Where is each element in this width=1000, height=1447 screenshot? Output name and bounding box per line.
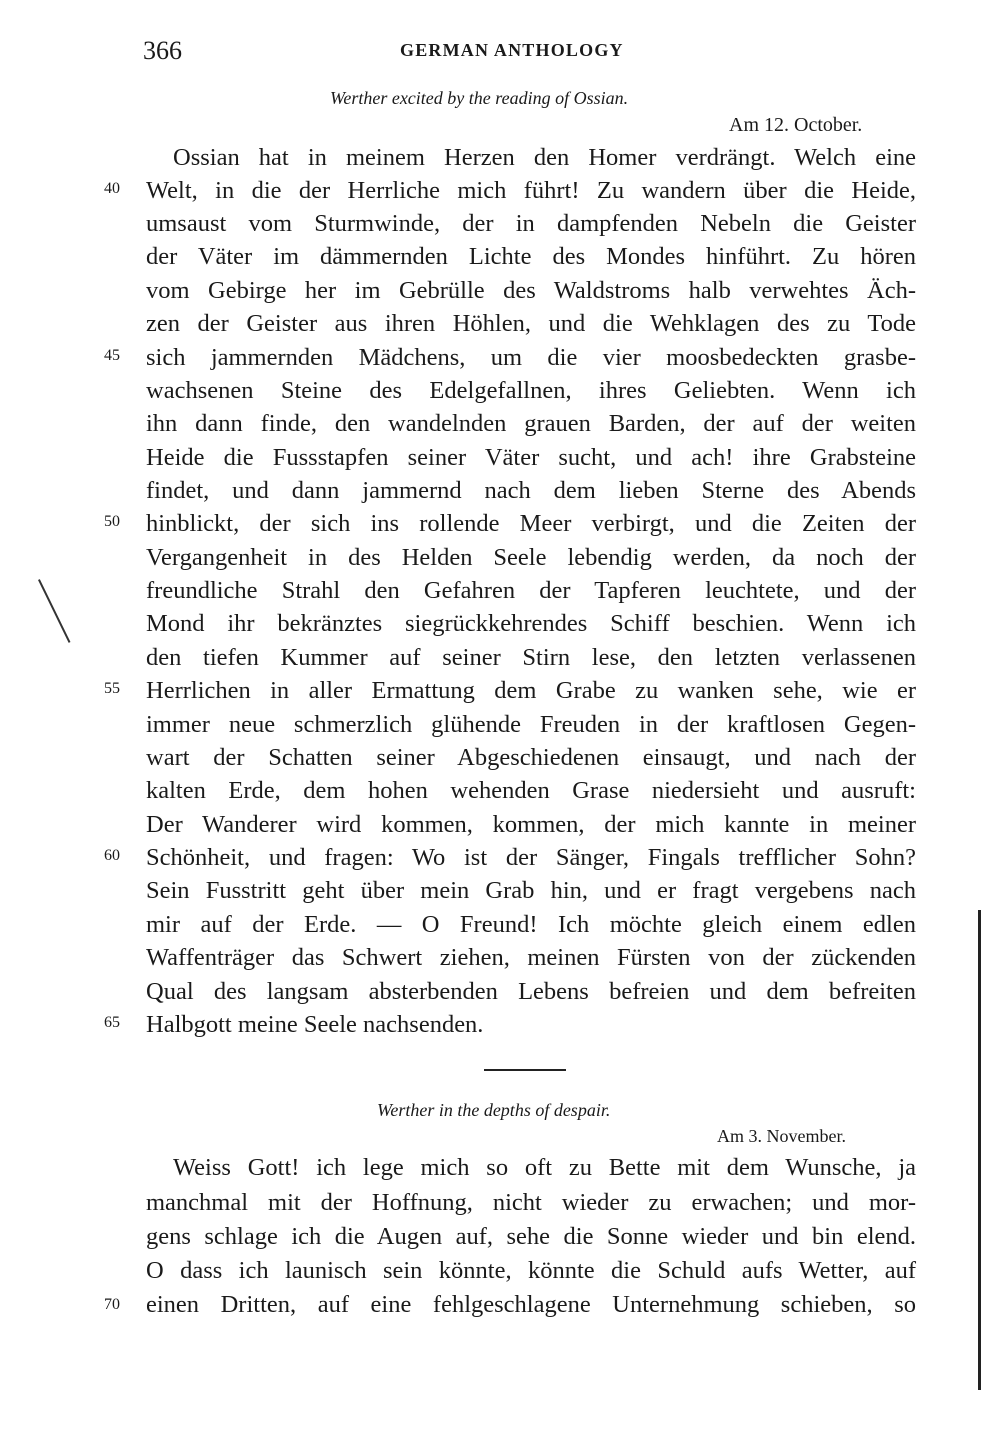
text-line: Qual des langsam absterbenden Lebens befreien und dem befreiten (146, 978, 916, 1005)
text-line: wart der Schatten seiner Abgeschiedenen einsaugt, und nach der (146, 744, 916, 771)
line-number: 45 (104, 347, 120, 364)
text-line: einen Dritten, auf eine fehlgeschlagene Unternehmung schieben, so (146, 1291, 916, 1318)
line-number: 60 (104, 847, 120, 864)
page-number: 366 (143, 36, 182, 65)
line-number: 40 (104, 180, 120, 197)
dateline: Am 3. November. (717, 1126, 846, 1146)
dateline: Am 12. October. (729, 114, 863, 136)
text-line: immer neue schmerzlich glühende Freuden in der kraftlosen Gegen- (146, 711, 916, 738)
text-line: hinblickt, der sich ins rollende Meer verbirgt, und die Zeiten der (146, 510, 916, 537)
text-line: freundliche Strahl den Gefahren der Tapferen leuchtete, und der (146, 577, 916, 604)
text-line: umsaust vom Sturmwinde, der in dampfenden Nebeln die Geister (146, 210, 916, 237)
text-line: sich jammernden Mädchens, um die vier moosbedeckten grasbe- (146, 344, 916, 371)
text-line: gens schlage ich die Augen auf, sehe die Sonne wieder und bin elend. (146, 1223, 916, 1250)
line-number: 65 (104, 1014, 120, 1031)
section-title: Werther in the depths of despair. (377, 1100, 611, 1120)
running-header: GERMAN ANTHOLOGY (400, 40, 624, 60)
text-line: Weiss Gott! ich lege mich so oft zu Bette mit dem Wunsche, ja (173, 1154, 916, 1181)
text-line: Schönheit, und fragen: Wo ist der Sänger, Fingals trefflicher Sohn? (146, 844, 916, 871)
text-line: ihn dann finde, den wandelnden grauen Barden, der auf der weiten (146, 410, 916, 437)
section-title: Werther excited by the reading of Ossian. (330, 88, 629, 108)
text-line: Halbgott meine Seele nachsenden. (146, 1011, 484, 1038)
text-line: den tiefen Kummer auf seiner Stirn lese, den letzten verlassenen (146, 644, 916, 671)
text-line: Waffenträger das Schwert ziehen, meinen Fürsten von der zückenden (146, 944, 916, 971)
text-line: Der Wanderer wird kommen, kommen, der mich kannte in meiner (146, 811, 916, 838)
line-number: 70 (104, 1296, 120, 1313)
text-line: kalten Erde, dem hohen wehenden Grase niedersieht und ausruft: (146, 777, 916, 804)
text-line: wachsenen Steine des Edelgefallnen, ihres Geliebten. Wenn ich (146, 377, 916, 404)
text-line: Welt, in die der Herrliche mich führt! Zu wandern über die Heide, (146, 177, 916, 204)
text-line: Herrlichen in aller Ermattung dem Grabe zu wanken sehe, wie er (146, 677, 916, 704)
text-line: Sein Fusstritt geht über mein Grab hin, und er fragt vergebens nach (146, 877, 916, 904)
text-line: vom Gebirge her im Gebrülle des Waldstroms halb verwehtes Äch- (146, 277, 916, 304)
text-line: Heide die Fussstapfen seiner Väter sucht, und ach! ihre Grabsteine (146, 444, 916, 471)
text-line: Vergangenheit in des Helden Seele lebendig werden, da noch der (146, 544, 916, 571)
line-number: 50 (104, 513, 120, 530)
text-line: Ossian hat in meinem Herzen den Homer verdrängt. Welch eine (173, 144, 916, 171)
text-line: mir auf der Erde. — O Freund! Ich möchte gleich einem edlen (146, 911, 916, 938)
section-divider (484, 1069, 566, 1071)
text-line: O dass ich launisch sein könnte, könnte die Schuld aufs Wetter, auf (146, 1257, 916, 1284)
text-line: der Väter im dämmernden Lichte des Mondes hinführt. Zu hören (146, 243, 916, 270)
text-line: manchmal mit der Hoffnung, nicht wieder zu erwachen; und mor- (146, 1189, 916, 1216)
page-edge-shadow (978, 910, 981, 1390)
line-number: 55 (104, 680, 120, 697)
text-line: Mond ihr bekränztes siegrückkehrendes Schiff beschien. Wenn ich (146, 610, 916, 637)
text-line: findet, und dann jammernd nach dem lieben Sterne des Abends (146, 477, 916, 504)
margin-pencil-mark (38, 579, 70, 643)
text-line: zen der Geister aus ihren Höhlen, und die Wehklagen des zu Tode (146, 310, 916, 337)
